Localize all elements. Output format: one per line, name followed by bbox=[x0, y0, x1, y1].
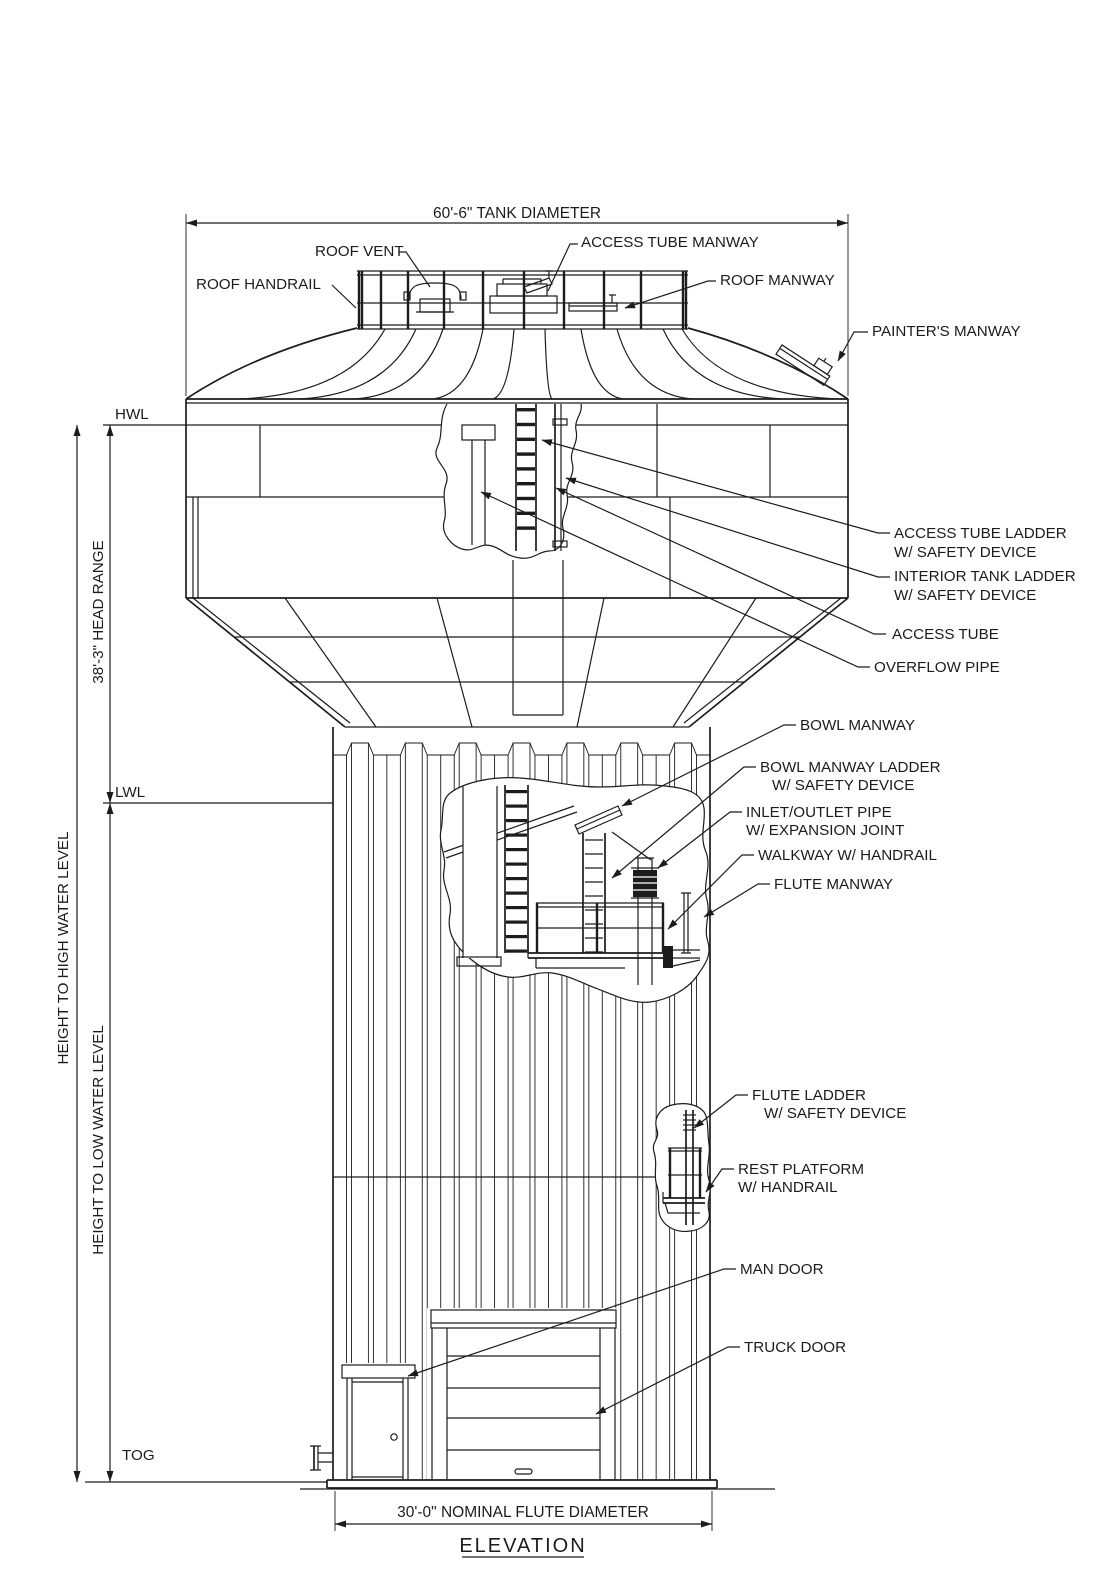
head-range-label: 38'-3" HEAD RANGE bbox=[90, 540, 107, 684]
rest-platform-label-1: REST PLATFORM bbox=[738, 1161, 865, 1178]
bowl-manway-ladder-label-2: W/ SAFETY DEVICE bbox=[772, 777, 915, 794]
roof-manway-label: ROOF MANWAY bbox=[720, 272, 835, 289]
tank-diameter-label: 60'-6" TANK DIAMETER bbox=[432, 205, 602, 222]
painters-manway-label: PAINTER'S MANWAY bbox=[872, 323, 1021, 340]
man-door-label: MAN DOOR bbox=[740, 1261, 824, 1278]
man-door bbox=[339, 1363, 418, 1481]
access-tube-ladder-label-2: W/ SAFETY DEVICE bbox=[894, 544, 1037, 561]
access-tube-manway-label: ACCESS TUBE MANWAY bbox=[581, 234, 759, 251]
lwl-label: LWL bbox=[115, 784, 146, 801]
roof-vent bbox=[404, 283, 466, 312]
support-cone bbox=[186, 560, 848, 727]
bowl-manway-ladder-label-1: BOWL MANWAY LADDER bbox=[760, 759, 941, 776]
interior-tank-ladder-label-2: W/ SAFETY DEVICE bbox=[894, 587, 1037, 604]
overflow-discharge-pipe bbox=[310, 1446, 333, 1470]
flute-ladder-label-1: FLUTE LADDER bbox=[752, 1087, 866, 1104]
access-tube-label: ACCESS TUBE bbox=[892, 626, 999, 643]
drawing-title: ELEVATION bbox=[459, 1535, 587, 1557]
flute-ladder-label-2: W/ SAFETY DEVICE bbox=[764, 1105, 907, 1122]
hwl-label: HWL bbox=[115, 406, 149, 423]
rest-platform-cutaway bbox=[653, 1104, 710, 1232]
rest-platform-label-2: W/ HANDRAIL bbox=[738, 1179, 838, 1196]
truck-door-label: TRUCK DOOR bbox=[744, 1339, 847, 1356]
overflow-pipe-label: OVERFLOW PIPE bbox=[874, 659, 1000, 676]
inlet-outlet-pipe-label-2: W/ EXPANSION JOINT bbox=[746, 822, 905, 839]
height-to-lwl-label: HEIGHT TO LOW WATER LEVEL bbox=[90, 1025, 107, 1255]
access-tube-cutaway bbox=[436, 404, 581, 558]
painters-manway bbox=[776, 334, 837, 385]
truck-door bbox=[427, 1308, 619, 1480]
flute-manway-label: FLUTE MANWAY bbox=[774, 876, 893, 893]
roof-vent-label: ROOF VENT bbox=[315, 243, 404, 260]
flute-diameter-label: 30'-0" NOMINAL FLUTE DIAMETER bbox=[397, 1504, 649, 1521]
roof-manway bbox=[569, 295, 617, 311]
bowl-manway-label: BOWL MANWAY bbox=[800, 717, 916, 734]
access-tube-ladder-label-1: ACCESS TUBE LADDER bbox=[894, 525, 1067, 542]
roof-handrail-label: ROOF HANDRAIL bbox=[196, 276, 321, 293]
tog-label: TOG bbox=[122, 1447, 155, 1464]
height-to-hwl-label: HEIGHT TO HIGH WATER LEVEL bbox=[55, 831, 72, 1065]
walkway-label: WALKWAY W/ HANDRAIL bbox=[758, 847, 937, 864]
interior-tank-ladder-label-1: INTERIOR TANK LADDER bbox=[894, 568, 1076, 585]
left-dimension-lines bbox=[74, 425, 334, 1482]
inlet-outlet-pipe-label-1: INLET/OUTLET PIPE bbox=[746, 804, 892, 821]
